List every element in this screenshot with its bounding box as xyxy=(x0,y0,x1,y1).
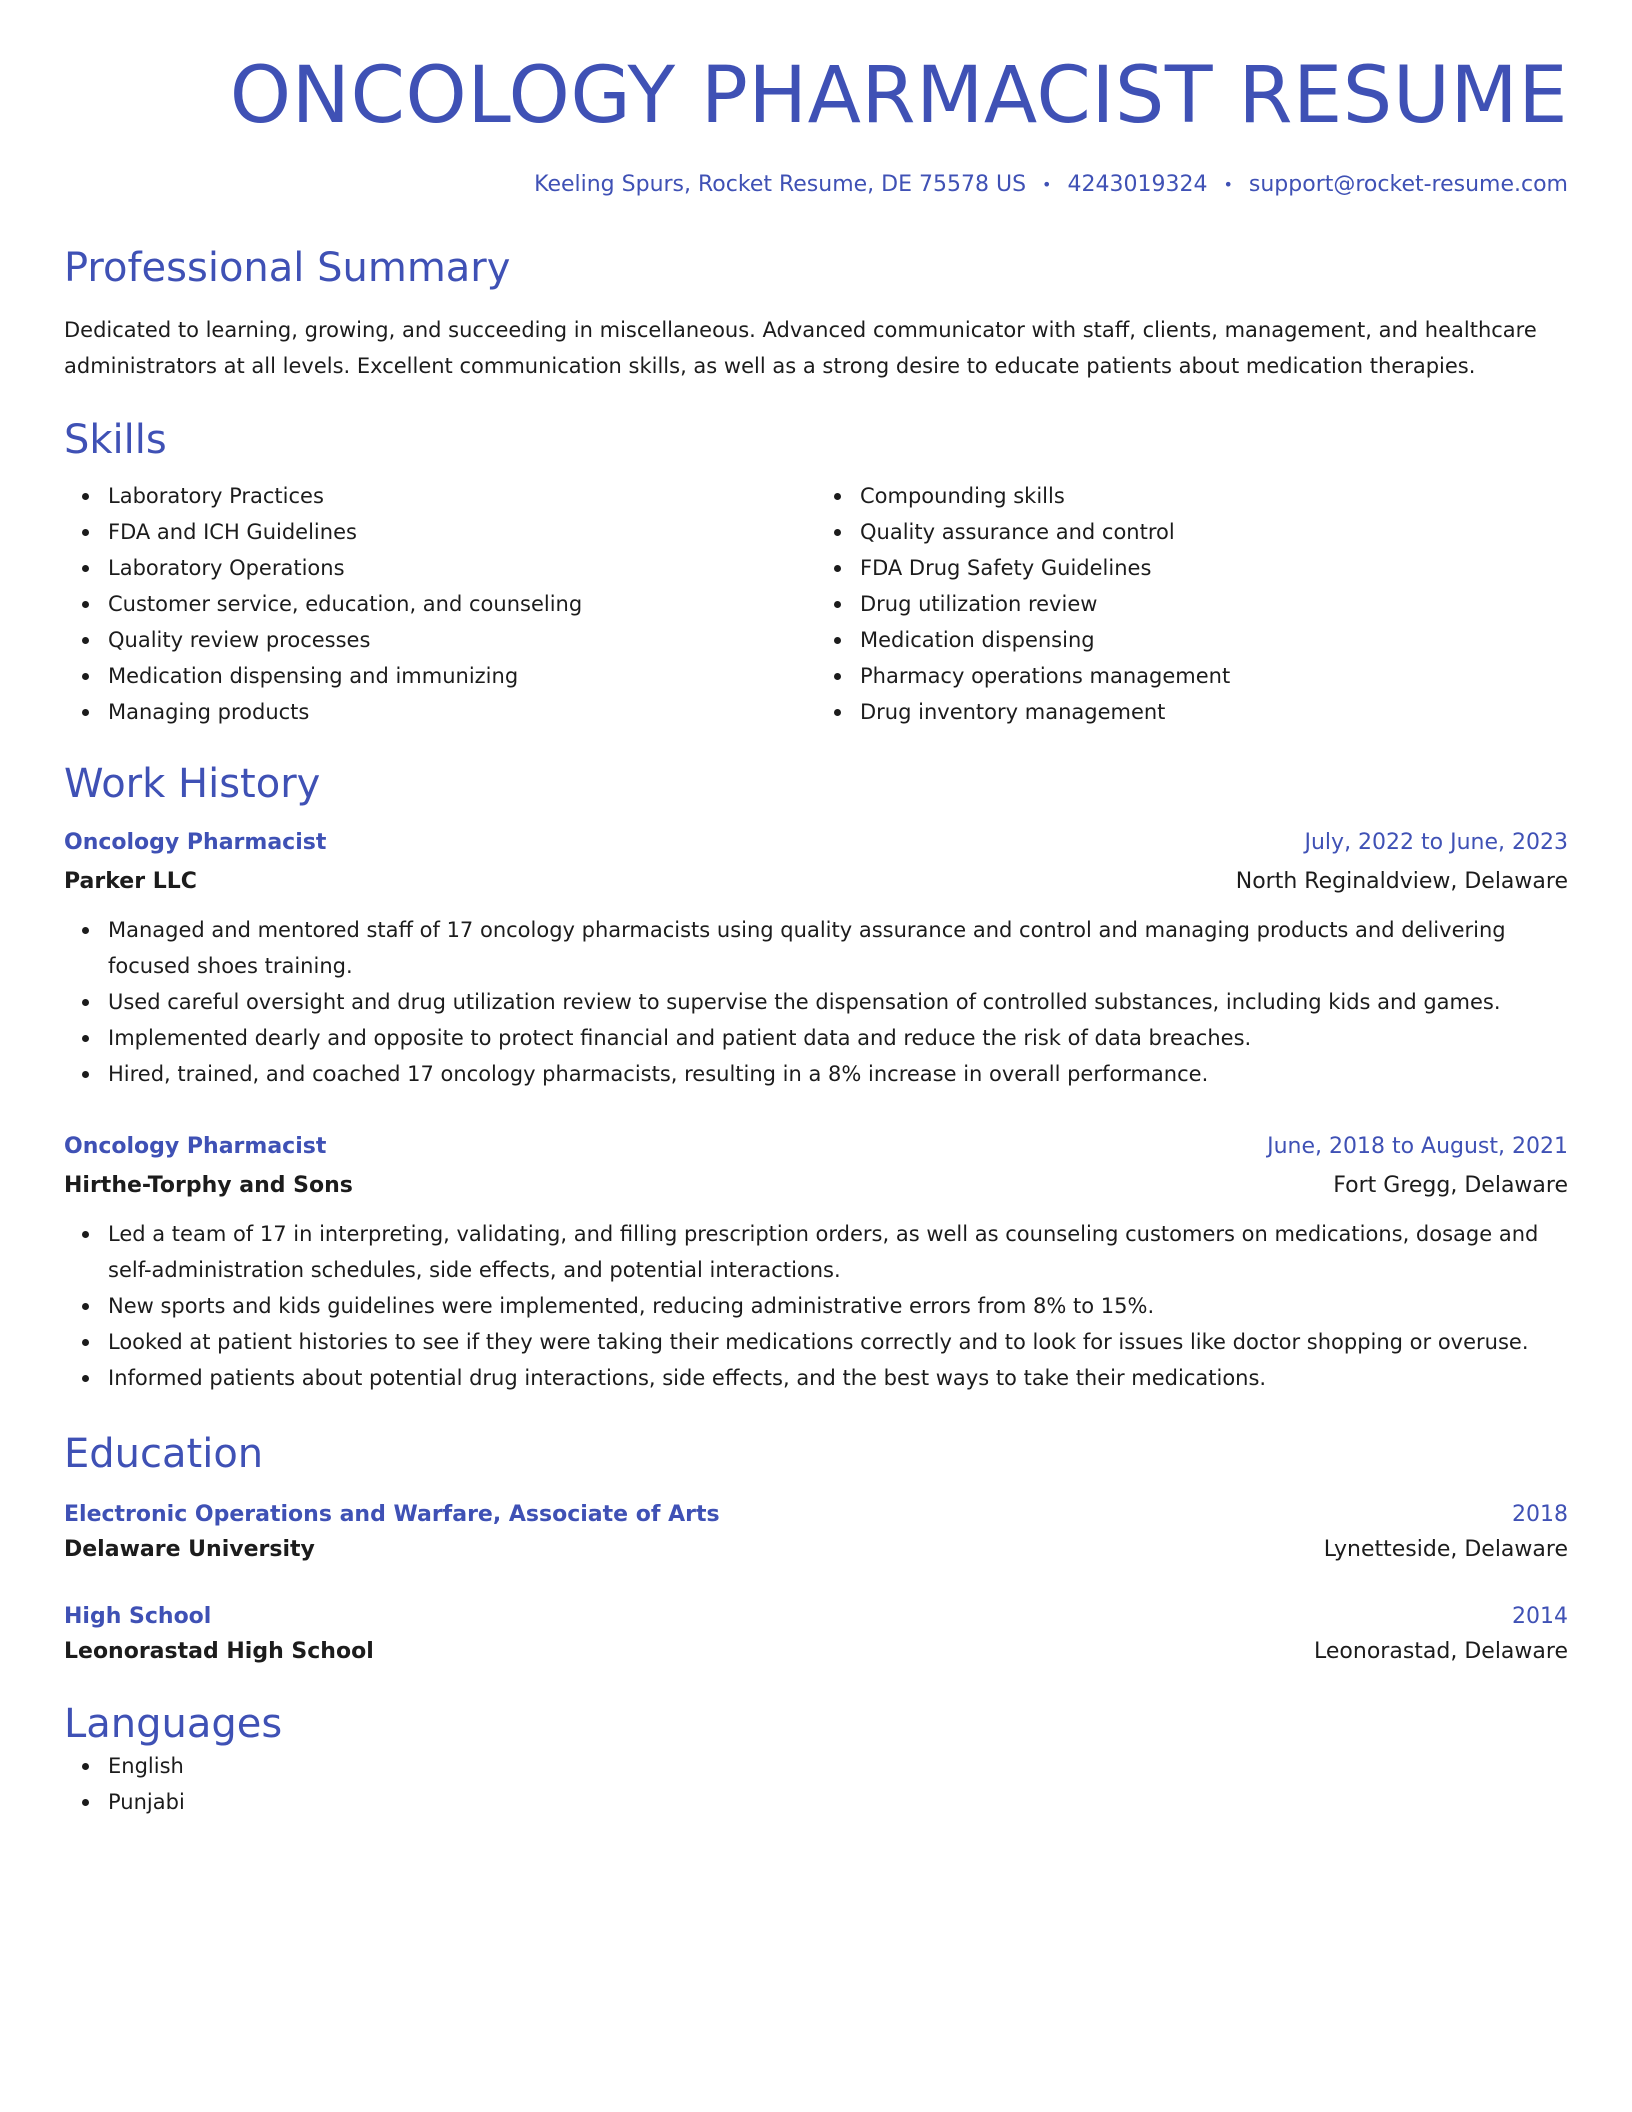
education-school: Delaware University xyxy=(64,1536,315,1562)
job-header xyxy=(64,1134,1568,1159)
education-header xyxy=(64,1604,1568,1629)
education-subheader xyxy=(64,1639,1568,1664)
job-bullet: Used careful oversight and drug utilization review to supervise the dispensation of controlled substances, including kids and games. xyxy=(108,984,1568,1020)
job-company: Hirthe-Torphy and Sons xyxy=(64,1172,353,1198)
skill-item: Drug utilization review xyxy=(860,586,1568,622)
job-bullet: New sports and kids guidelines were implemented, reducing administrative errors from 8% to 15%. xyxy=(108,1288,1568,1324)
summary-heading: Professional Summary xyxy=(64,244,511,291)
education-heading: Education xyxy=(64,1430,264,1477)
job-entry xyxy=(64,830,1568,1092)
work-history-heading: Work History xyxy=(64,760,321,807)
job-entry xyxy=(64,1134,1568,1396)
job-company: Parker LLC xyxy=(64,868,197,894)
job-bullet: Led a team of 17 in interpreting, validating, and filling prescription orders, as well as counseling customers on medications, dosage and self-administration schedules, side effects, and potential interactions. xyxy=(108,1216,1568,1288)
contact-address: Keeling Spurs, Rocket Resume, DE 75578 US xyxy=(534,171,1027,197)
job-header xyxy=(64,830,1568,855)
contact-line xyxy=(64,172,1568,198)
education-degree: Electronic Operations and Warfare, Associate of Arts xyxy=(64,1501,720,1527)
education-location: Leonorastad, Delaware xyxy=(1314,1638,1568,1664)
job-title: Oncology Pharmacist xyxy=(64,1133,327,1159)
summary-text: Dedicated to learning, growing, and succeeding in miscellaneous. Advanced communicator with staff, clients, management, and healthcare administrators at all levels. Excellent communication skills, as well as a strong desire to educate patients about medication therapies. xyxy=(64,317,1537,378)
job-dates: July, 2022 to June, 2023 xyxy=(1304,829,1568,855)
language-item: Punjabi xyxy=(108,1784,1568,1820)
skill-item: Pharmacy operations management xyxy=(860,658,1568,694)
job-bullets xyxy=(64,912,1568,1092)
contact-separator: • xyxy=(1042,175,1052,194)
education-entry xyxy=(64,1502,1568,1562)
job-location: North Reginaldview, Delaware xyxy=(1235,868,1568,894)
languages-heading: Languages xyxy=(64,1700,283,1747)
skill-item: Medication dispensing xyxy=(860,622,1568,658)
job-bullet: Informed patients about potential drug interactions, side effects, and the best ways to take their medications. xyxy=(108,1360,1568,1396)
job-bullet: Hired, trained, and coached 17 oncology pharmacists, resulting in a 8% increase in overall performance. xyxy=(108,1056,1568,1092)
education-subheader xyxy=(64,1537,1568,1562)
skill-item: Quality assurance and control xyxy=(860,514,1568,550)
job-subheader xyxy=(64,869,1568,894)
contact-email[interactable]: support@rocket-resume.com xyxy=(1248,171,1568,197)
resume-title: ONCOLOGY PHARMACIST RESUME xyxy=(229,51,1568,141)
skill-item: Customer service, education, and counseling xyxy=(108,586,816,622)
education-header xyxy=(64,1502,1568,1527)
languages-list xyxy=(64,1748,1568,1820)
skills-column-right xyxy=(816,478,1568,730)
skill-item: Laboratory Operations xyxy=(108,550,816,586)
skill-item: Medication dispensing and immunizing xyxy=(108,658,816,694)
job-bullet: Implemented dearly and opposite to protect financial and patient data and reduce the risk of data breaches. xyxy=(108,1020,1568,1056)
contact-phone: 4243019324 xyxy=(1067,171,1208,197)
skills-heading: Skills xyxy=(64,416,167,463)
skill-item: Compounding skills xyxy=(860,478,1568,514)
education-year: 2014 xyxy=(1512,1603,1568,1629)
skill-item: Quality review processes xyxy=(108,622,816,658)
skill-item: Drug inventory management xyxy=(860,694,1568,730)
job-title: Oncology Pharmacist xyxy=(64,829,327,855)
job-bullet: Managed and mentored staff of 17 oncology pharmacists using quality assurance and control and managing products and delivering focused shoes training. xyxy=(108,912,1568,984)
skills-list xyxy=(64,478,1568,730)
job-location: Fort Gregg, Delaware xyxy=(1333,1172,1568,1198)
skill-item: FDA Drug Safety Guidelines xyxy=(860,550,1568,586)
job-dates: June, 2018 to August, 2021 xyxy=(1267,1133,1568,1159)
skill-item: Managing products xyxy=(108,694,816,730)
language-item: English xyxy=(108,1748,1568,1784)
skills-column-left xyxy=(64,478,816,730)
education-location: Lynetteside, Delaware xyxy=(1323,1536,1568,1562)
job-bullet: Looked at patient histories to see if they were taking their medications correctly and to look for issues like doctor shopping or overuse. xyxy=(108,1324,1568,1360)
education-degree: High School xyxy=(64,1603,212,1629)
skill-item: FDA and ICH Guidelines xyxy=(108,514,816,550)
education-school: Leonorastad High School xyxy=(64,1638,374,1664)
skill-item: Laboratory Practices xyxy=(108,478,816,514)
job-bullets xyxy=(64,1216,1568,1396)
job-subheader xyxy=(64,1173,1568,1198)
education-year: 2018 xyxy=(1512,1501,1568,1527)
contact-separator: • xyxy=(1223,175,1233,194)
education-entry xyxy=(64,1604,1568,1664)
